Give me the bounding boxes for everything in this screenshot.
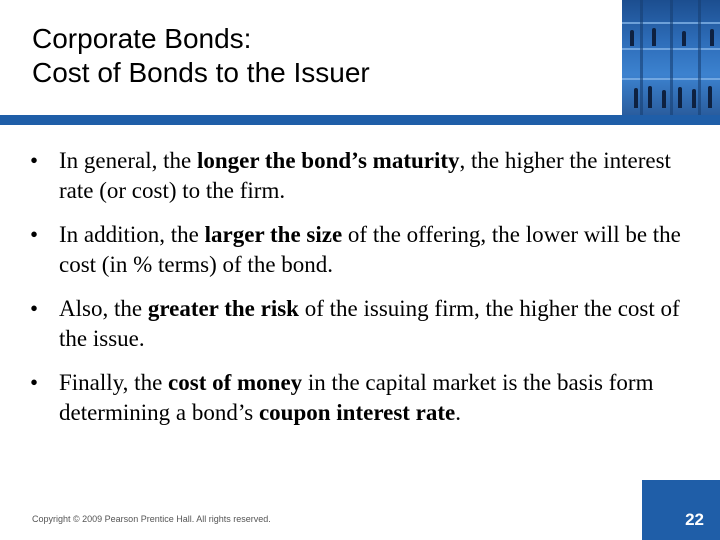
bullet-segment: of the offering, the lower will be the cost (in % terms) of the bond. <box>59 222 681 277</box>
bullet-item <box>30 220 690 280</box>
slide-title <box>32 22 370 90</box>
bullet-segment: in the capital market is the basis form determining a bond’s <box>59 370 654 425</box>
bullet-segment: , the higher the interest rate (or cost) to the firm. <box>59 148 671 203</box>
office-people-photo-icon <box>622 0 720 115</box>
bullet-emphasis: larger the size <box>204 222 343 247</box>
bullet-segment: of the issuing firm, the higher the cost of the issue. <box>59 296 680 351</box>
page-number: 22 <box>685 510 704 529</box>
bullet-segment: Also, the <box>59 296 148 321</box>
bullet-text <box>59 222 681 277</box>
bullet-text <box>59 370 653 425</box>
bullet-text <box>59 296 680 351</box>
slide-header <box>0 0 622 115</box>
header-accent-bar <box>0 115 720 125</box>
copyright-footer: Copyright © 2009 Pearson Prentice Hall. All rights reserved. <box>32 514 271 524</box>
bullet-icon: • <box>30 370 39 395</box>
bullet-emphasis: cost of money <box>168 370 303 395</box>
bullet-icon: • <box>30 296 39 321</box>
bullet-list <box>30 146 690 442</box>
bullet-segment: Finally, the <box>59 370 169 395</box>
page-number-box <box>642 480 720 540</box>
bullet-item <box>30 368 690 428</box>
bullet-emphasis: greater the risk <box>147 296 299 321</box>
bullet-segment: In general, the <box>59 148 197 173</box>
bullet-icon: • <box>30 222 39 247</box>
bullet-emphasis: coupon interest rate <box>258 400 456 425</box>
bullet-emphasis: longer the bond’s maturity <box>196 148 460 173</box>
title-line-2: Cost of Bonds to the Issuer <box>32 57 370 88</box>
bullet-segment: . <box>455 400 462 425</box>
bullet-segment: In addition, the <box>59 222 205 247</box>
bullet-text <box>59 148 671 203</box>
title-line-1: Corporate Bonds: <box>32 23 252 54</box>
bullet-item <box>30 146 690 206</box>
bullet-item <box>30 294 690 354</box>
bullet-icon: • <box>30 148 39 173</box>
